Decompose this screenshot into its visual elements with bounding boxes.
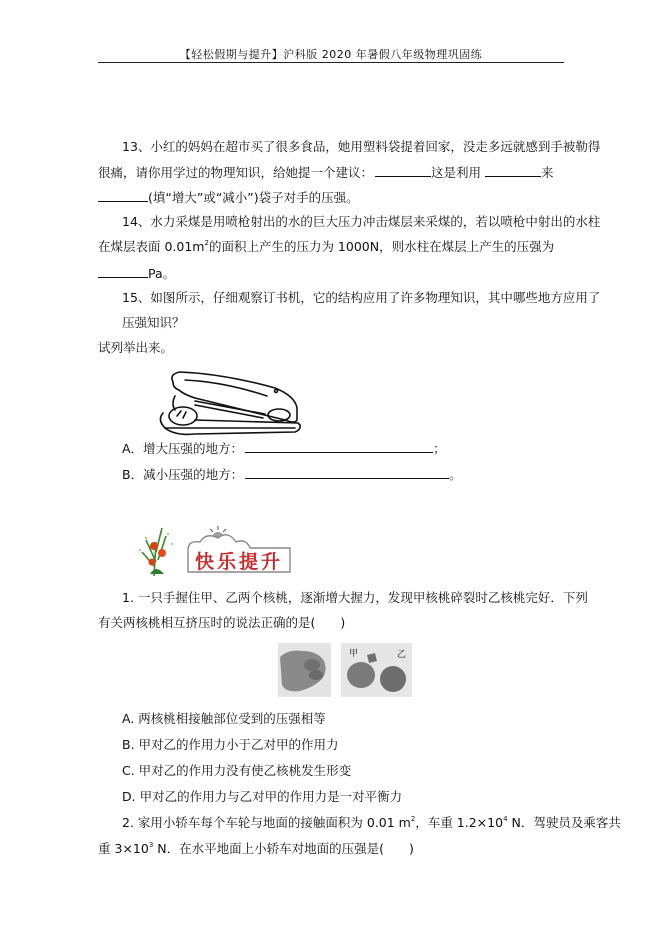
q13-line-1: 13、小红的妈妈在超市买了很多食品，她用塑料袋提着回家，没走多远就感到手被勒得 <box>122 139 601 154</box>
p1-option-a: A. 两核桃相接触部位受到的压强相等 <box>122 711 326 726</box>
p1-line-2: 有关两核桃相互挤压时的说法正确的是( ) <box>98 615 346 630</box>
q15-line-1: 15、如图所示，仔细观察订书机，它的结构应用了许多物理知识，其中哪些地方应用了 <box>122 290 601 305</box>
p2-superscript-3: 3 <box>148 841 154 849</box>
p2-superscript-2: 4 <box>503 815 508 823</box>
q13-answer-blank-2[interactable] <box>485 164 541 177</box>
p2-text-a: 2. 家用小轿车每个车轮与地面的接触面积为 0.01 m <box>122 815 411 830</box>
stapler-illustration <box>155 368 305 440</box>
q15-option-b-blank[interactable] <box>245 466 449 479</box>
p2-text-b: ，车重 1.2×10 <box>415 815 504 830</box>
q14-line-1: 14、水力采煤是用喷枪射出的水的巨大压力冲击煤层来采煤的，若以喷枪中射出的水柱 <box>122 214 601 229</box>
q14-text-c: Pa。 <box>148 266 176 281</box>
q14-text-a: 在煤层表面 0.01m <box>98 239 205 254</box>
q14-superscript: 2 <box>204 239 209 247</box>
section-banner <box>132 522 302 578</box>
q14-answer-blank[interactable] <box>98 265 148 278</box>
p1-option-d: D. 甲对乙的作用力与乙对甲的作用力是一对平衡力 <box>122 789 403 804</box>
q15-option-b-label: B．减小压强的地方： <box>122 467 244 482</box>
q13-answer-blank-3[interactable] <box>98 189 148 202</box>
header-divider <box>98 62 564 63</box>
q13-line-3 <box>98 189 359 206</box>
p2-line-1 <box>122 815 621 831</box>
q13-text-b: 这是利用 <box>431 165 482 180</box>
q15-option-a-end: ； <box>433 441 446 456</box>
p1-line-1: 1. 一只手握住甲、乙两个核桃，逐渐增大握力，发现甲核桃碎裂时乙核桃完好．下列 <box>122 590 588 605</box>
page-header-title: 【轻松假期与提升】沪科版 2020 年暑假八年级物理巩固练 <box>179 48 483 61</box>
p2-line-2 <box>98 841 414 857</box>
banner-title: 快乐提升 <box>194 551 284 573</box>
q15-option-b <box>122 466 462 483</box>
flower-icon <box>139 528 173 576</box>
walnut-label-yi: 乙 <box>397 650 407 660</box>
q15-line-3: 试列举出来。 <box>98 340 174 355</box>
q15-option-a-blank[interactable] <box>245 440 433 453</box>
q14-line-3 <box>98 265 175 282</box>
walnut-label-jia: 甲 <box>349 649 359 659</box>
q14-text-b: 的面积上产生的压力为 1000N，则水柱在煤层上产生的压强为 <box>208 239 555 254</box>
p2-text-c: N．驾驶员及乘客共 <box>507 815 621 830</box>
p2-text-d: 重 3×10 <box>98 841 149 856</box>
p2-text-e: N．在水平地面上小轿车对地面的压强是( ) <box>153 841 414 856</box>
q13-text-d: (填“增大”或“减小”)袋子对手的压强。 <box>148 190 359 205</box>
p2-superscript-1: 2 <box>410 815 416 823</box>
q13-text-c: 来 <box>541 165 554 180</box>
q15-option-a-label: A．增大压强的地方： <box>122 441 244 456</box>
walnuts-photo <box>341 643 412 697</box>
p1-option-c: C. 甲对乙的作用力没有使乙核桃发生形变 <box>122 763 352 778</box>
p1-option-b: B. 甲对乙的作用力小于乙对甲的作用力 <box>122 737 339 752</box>
q13-text-a: 很痛，请你用学过的物理知识，给她提一个建议： <box>98 165 374 180</box>
q14-line-2 <box>98 239 554 255</box>
q13-line-2 <box>98 164 554 181</box>
q15-line-2: 压强知识？ <box>122 315 185 330</box>
hand-holding-walnuts-photo <box>278 643 331 697</box>
q13-answer-blank-1[interactable] <box>375 164 431 177</box>
q15-option-a <box>122 440 446 457</box>
q15-option-b-end: 。 <box>449 467 462 482</box>
